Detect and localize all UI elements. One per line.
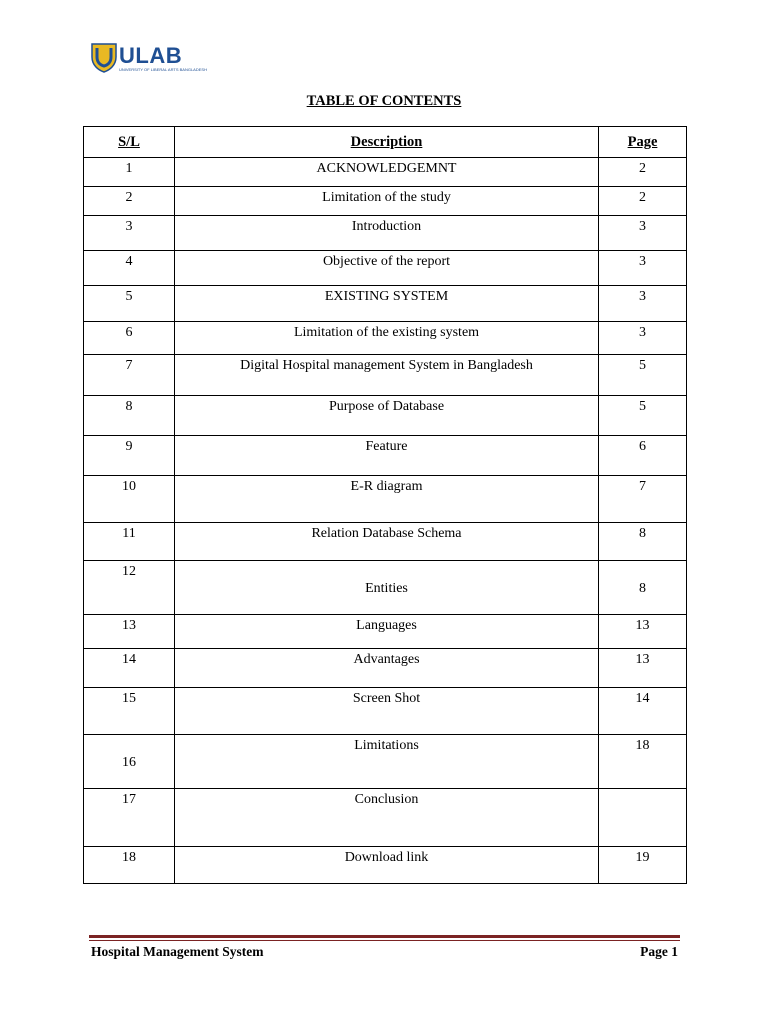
column-header-sl: S/L xyxy=(84,127,175,158)
row-description-cell: Conclusion xyxy=(175,789,599,847)
row-description-cell: Languages xyxy=(175,615,599,649)
table-row xyxy=(84,649,687,688)
row-sl-cell: 1 xyxy=(84,158,175,187)
row-page-cell: 18 xyxy=(599,735,687,789)
row-description-cell: Relation Database Schema xyxy=(175,523,599,561)
university-logo xyxy=(91,43,209,73)
row-page-cell: 8 xyxy=(599,561,687,615)
toc-title: TABLE OF CONTENTS xyxy=(306,93,462,109)
row-description-cell: Introduction xyxy=(175,216,599,251)
table-row xyxy=(84,615,687,649)
row-description-cell: Limitations xyxy=(175,735,599,789)
table-row xyxy=(84,688,687,735)
row-description-cell: Advantages xyxy=(175,649,599,688)
row-page-cell: 8 xyxy=(599,523,687,561)
row-description-cell: Download link xyxy=(175,847,599,884)
table-row xyxy=(84,476,687,523)
footer-document-title: Hospital Management System xyxy=(91,944,264,959)
row-page-cell: 3 xyxy=(599,216,687,251)
row-description-cell: E-R diagram xyxy=(175,476,599,523)
table-row xyxy=(84,322,687,355)
row-sl-cell: 8 xyxy=(84,396,175,436)
table-row xyxy=(84,735,687,789)
row-sl-cell: 6 xyxy=(84,322,175,355)
row-sl-cell: 10 xyxy=(84,476,175,523)
row-page-cell: 2 xyxy=(599,158,687,187)
row-sl-cell: 13 xyxy=(84,615,175,649)
row-page-cell: 14 xyxy=(599,688,687,735)
row-description-cell: ACKNOWLEDGEMNT xyxy=(175,158,599,187)
row-sl-cell: 9 xyxy=(84,436,175,476)
row-page-cell: 3 xyxy=(599,286,687,322)
row-page-cell: 13 xyxy=(599,649,687,688)
row-page-cell: 3 xyxy=(599,322,687,355)
row-page-cell: 2 xyxy=(599,187,687,216)
row-description-cell: EXISTING SYSTEM xyxy=(175,286,599,322)
row-sl-cell: 17 xyxy=(84,789,175,847)
column-header-page: Page xyxy=(599,127,687,158)
table-row xyxy=(84,216,687,251)
footer-rule xyxy=(89,935,680,938)
row-page-cell: 3 xyxy=(599,251,687,286)
row-sl-cell: 2 xyxy=(84,187,175,216)
row-sl-cell: 14 xyxy=(84,649,175,688)
logo-subtitle: UNIVERSITY OF LIBERAL ARTS BANGLADESH xyxy=(119,66,207,72)
row-description-cell: Feature xyxy=(175,436,599,476)
table-row xyxy=(84,187,687,216)
toc-header-row xyxy=(84,127,687,158)
row-description-cell: Objective of the report xyxy=(175,251,599,286)
row-page-cell: 13 xyxy=(599,615,687,649)
row-description-cell: Screen Shot xyxy=(175,688,599,735)
row-sl-cell: 15 xyxy=(84,688,175,735)
row-description-cell: Digital Hospital management System in Bangladesh xyxy=(175,355,599,396)
row-page-cell: 19 xyxy=(599,847,687,884)
footer-page-number: Page 1 xyxy=(640,944,678,959)
table-row xyxy=(84,396,687,436)
column-header-description: Description xyxy=(175,127,599,158)
row-sl-cell: 3 xyxy=(84,216,175,251)
table-row xyxy=(84,523,687,561)
row-page-cell: 5 xyxy=(599,396,687,436)
row-sl-cell: 16 xyxy=(84,735,175,789)
row-description-cell: Limitation of the study xyxy=(175,187,599,216)
toc-table xyxy=(83,126,687,884)
table-row xyxy=(84,436,687,476)
shield-icon xyxy=(91,43,117,73)
row-page-cell: 7 xyxy=(599,476,687,523)
row-sl-cell: 4 xyxy=(84,251,175,286)
row-sl-cell: 7 xyxy=(84,355,175,396)
table-row xyxy=(84,847,687,884)
row-page-cell xyxy=(599,789,687,847)
row-description-cell: Limitation of the existing system xyxy=(175,322,599,355)
row-description-cell: Purpose of Database xyxy=(175,396,599,436)
table-row xyxy=(84,561,687,615)
logo-wordmark: ULAB xyxy=(119,42,183,68)
row-page-cell: 6 xyxy=(599,436,687,476)
row-description-cell: Entities xyxy=(175,561,599,615)
row-page-cell: 5 xyxy=(599,355,687,396)
footer-rule-thin xyxy=(89,940,680,941)
table-row xyxy=(84,355,687,396)
table-row xyxy=(84,286,687,322)
table-row xyxy=(84,789,687,847)
row-sl-cell: 18 xyxy=(84,847,175,884)
row-sl-cell: 11 xyxy=(84,523,175,561)
table-row xyxy=(84,251,687,286)
row-sl-cell: 12 xyxy=(84,561,175,615)
table-row xyxy=(84,158,687,187)
row-sl-cell: 5 xyxy=(84,286,175,322)
